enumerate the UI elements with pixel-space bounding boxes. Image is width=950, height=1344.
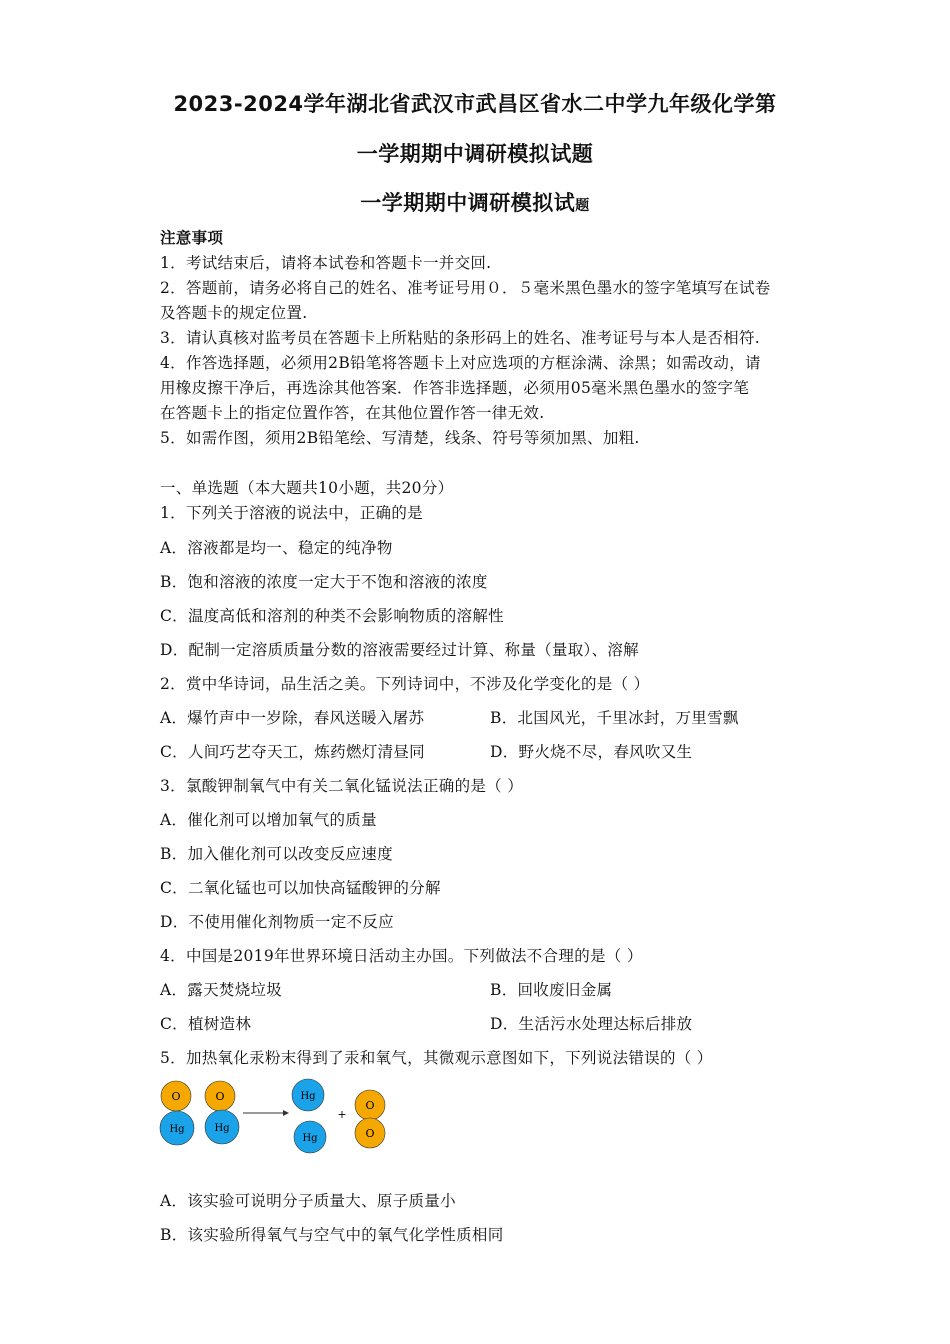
mercury-atom-label: Hg <box>302 1133 318 1144</box>
exam-title-line3 <box>0 187 950 217</box>
mercury-atom-label: Hg <box>300 1091 316 1102</box>
question-4-option-d: D．生活污水处理达标后排放 <box>490 1015 693 1033</box>
question-3-option-b: B．加入催化剂可以改变反应速度 <box>160 845 393 863</box>
oxygen-atom-label: O <box>365 1099 375 1112</box>
mercury-atom-label: Hg <box>169 1124 185 1135</box>
section-heading: 一、单选题（本大题共10小题，共20分） <box>160 479 454 497</box>
reaction-diagram <box>155 1078 395 1160</box>
question-2-stem: 2．赏中华诗词，品生活之美。下列诗词中，不涉及化学变化的是（ ） <box>160 675 650 693</box>
notice-item: 及答题卡的规定位置. <box>160 304 308 322</box>
question-2-option-d: D．野火烧不尽，春风吹又生 <box>490 743 693 761</box>
question-5-stem: 5．加热氧化汞粉末得到了汞和氧气，其微观示意图如下，下列说法错误的（ ） <box>160 1049 713 1067</box>
question-3-stem: 3．氯酸钾制氧气中有关二氧化锰说法正确的是（ ） <box>160 777 523 795</box>
exam-title-line2: 一学期期中调研模拟试题 <box>356 142 594 166</box>
question-5-option-b: B．该实验所得氧气与空气中的氧气化学性质相同 <box>160 1226 504 1244</box>
notice-item: 用橡皮擦干净后，再选涂其他答案．作答非选择题，必须用05毫米黑色墨水的签字笔 <box>160 379 750 397</box>
notice-item: 3．请认真核对监考员在答题卡上所粘贴的条形码上的姓名、准考证号与本人是否相符. <box>160 329 760 347</box>
question-2-option-a: A．爆竹声中一岁除，春风送暖入屠苏 <box>160 709 425 727</box>
question-4-option-b: B．回收废旧金属 <box>490 981 613 999</box>
notice-item: 4．作答选择题，必须用2B铅笔将答题卡上对应选项的方框涂满、涂黑；如需改动，请 <box>160 354 761 372</box>
question-1-option-c: C．温度高低和溶剂的种类不会影响物质的溶解性 <box>160 607 504 625</box>
exam-title-line3-small: 题 <box>575 198 590 214</box>
question-2-option-c: C．人间巧艺夺天工，炼药燃灯清昼同 <box>160 743 425 761</box>
notice-item: 2．答题前，请务必将自己的姓名、准考证号用０．５毫米黑色墨水的签字笔填写在试卷 <box>160 279 771 297</box>
oxygen-atom-label: O <box>171 1090 181 1103</box>
oxygen-atom-label: O <box>365 1127 375 1140</box>
question-1-option-a: A．溶液都是均一、稳定的纯净物 <box>160 539 393 557</box>
exam-title-line1: 2023-2024学年湖北省武汉市武昌区省水二中学九年级化学第 <box>173 92 777 116</box>
question-4-option-a: A．露天焚烧垃圾 <box>160 981 283 999</box>
question-4-stem: 4．中国是2019年世界环境日活动主办国。下列做法不合理的是（ ） <box>160 947 643 965</box>
notice-item: 在答题卡上的指定位置作答，在其他位置作答一律无效. <box>160 404 545 422</box>
oxygen-atom-label: O <box>215 1090 225 1103</box>
question-3-option-c: C．二氧化锰也可以加快高锰酸钾的分解 <box>160 879 441 897</box>
question-4-option-c: C．植树造林 <box>160 1015 252 1033</box>
question-1-option-d: D．配制一定溶质质量分数的溶液需要经过计算、称量（量取）、溶解 <box>160 641 639 659</box>
question-5-option-a: A．该实验可说明分子质量大、原子质量小 <box>160 1192 456 1210</box>
question-1-option-b: B．饱和溶液的浓度一定大于不饱和溶液的浓度 <box>160 573 488 591</box>
mercury-atom-label: Hg <box>214 1123 230 1134</box>
question-1-stem: 1．下列关于溶液的说法中，正确的是 <box>160 504 423 522</box>
notice-item: 5．如需作图，须用2B铅笔绘、写清楚，线条、符号等须加黑、加粗. <box>160 429 640 447</box>
exam-title-line3-main: 一学期期中调研模拟试 <box>360 191 576 215</box>
plus-sign: + <box>337 1108 347 1121</box>
question-3-option-a: A．催化剂可以增加氧气的质量 <box>160 811 377 829</box>
question-3-option-d: D．不使用催化剂物质一定不反应 <box>160 913 394 931</box>
notice-item: 1．考试结束后，请将本试卷和答题卡一并交回. <box>160 254 492 272</box>
reaction-arrow-head <box>283 1110 289 1116</box>
question-2-option-b: B．北国风光，千里冰封，万里雪飘 <box>490 709 739 727</box>
notice-heading: 注意事项 <box>160 228 224 247</box>
